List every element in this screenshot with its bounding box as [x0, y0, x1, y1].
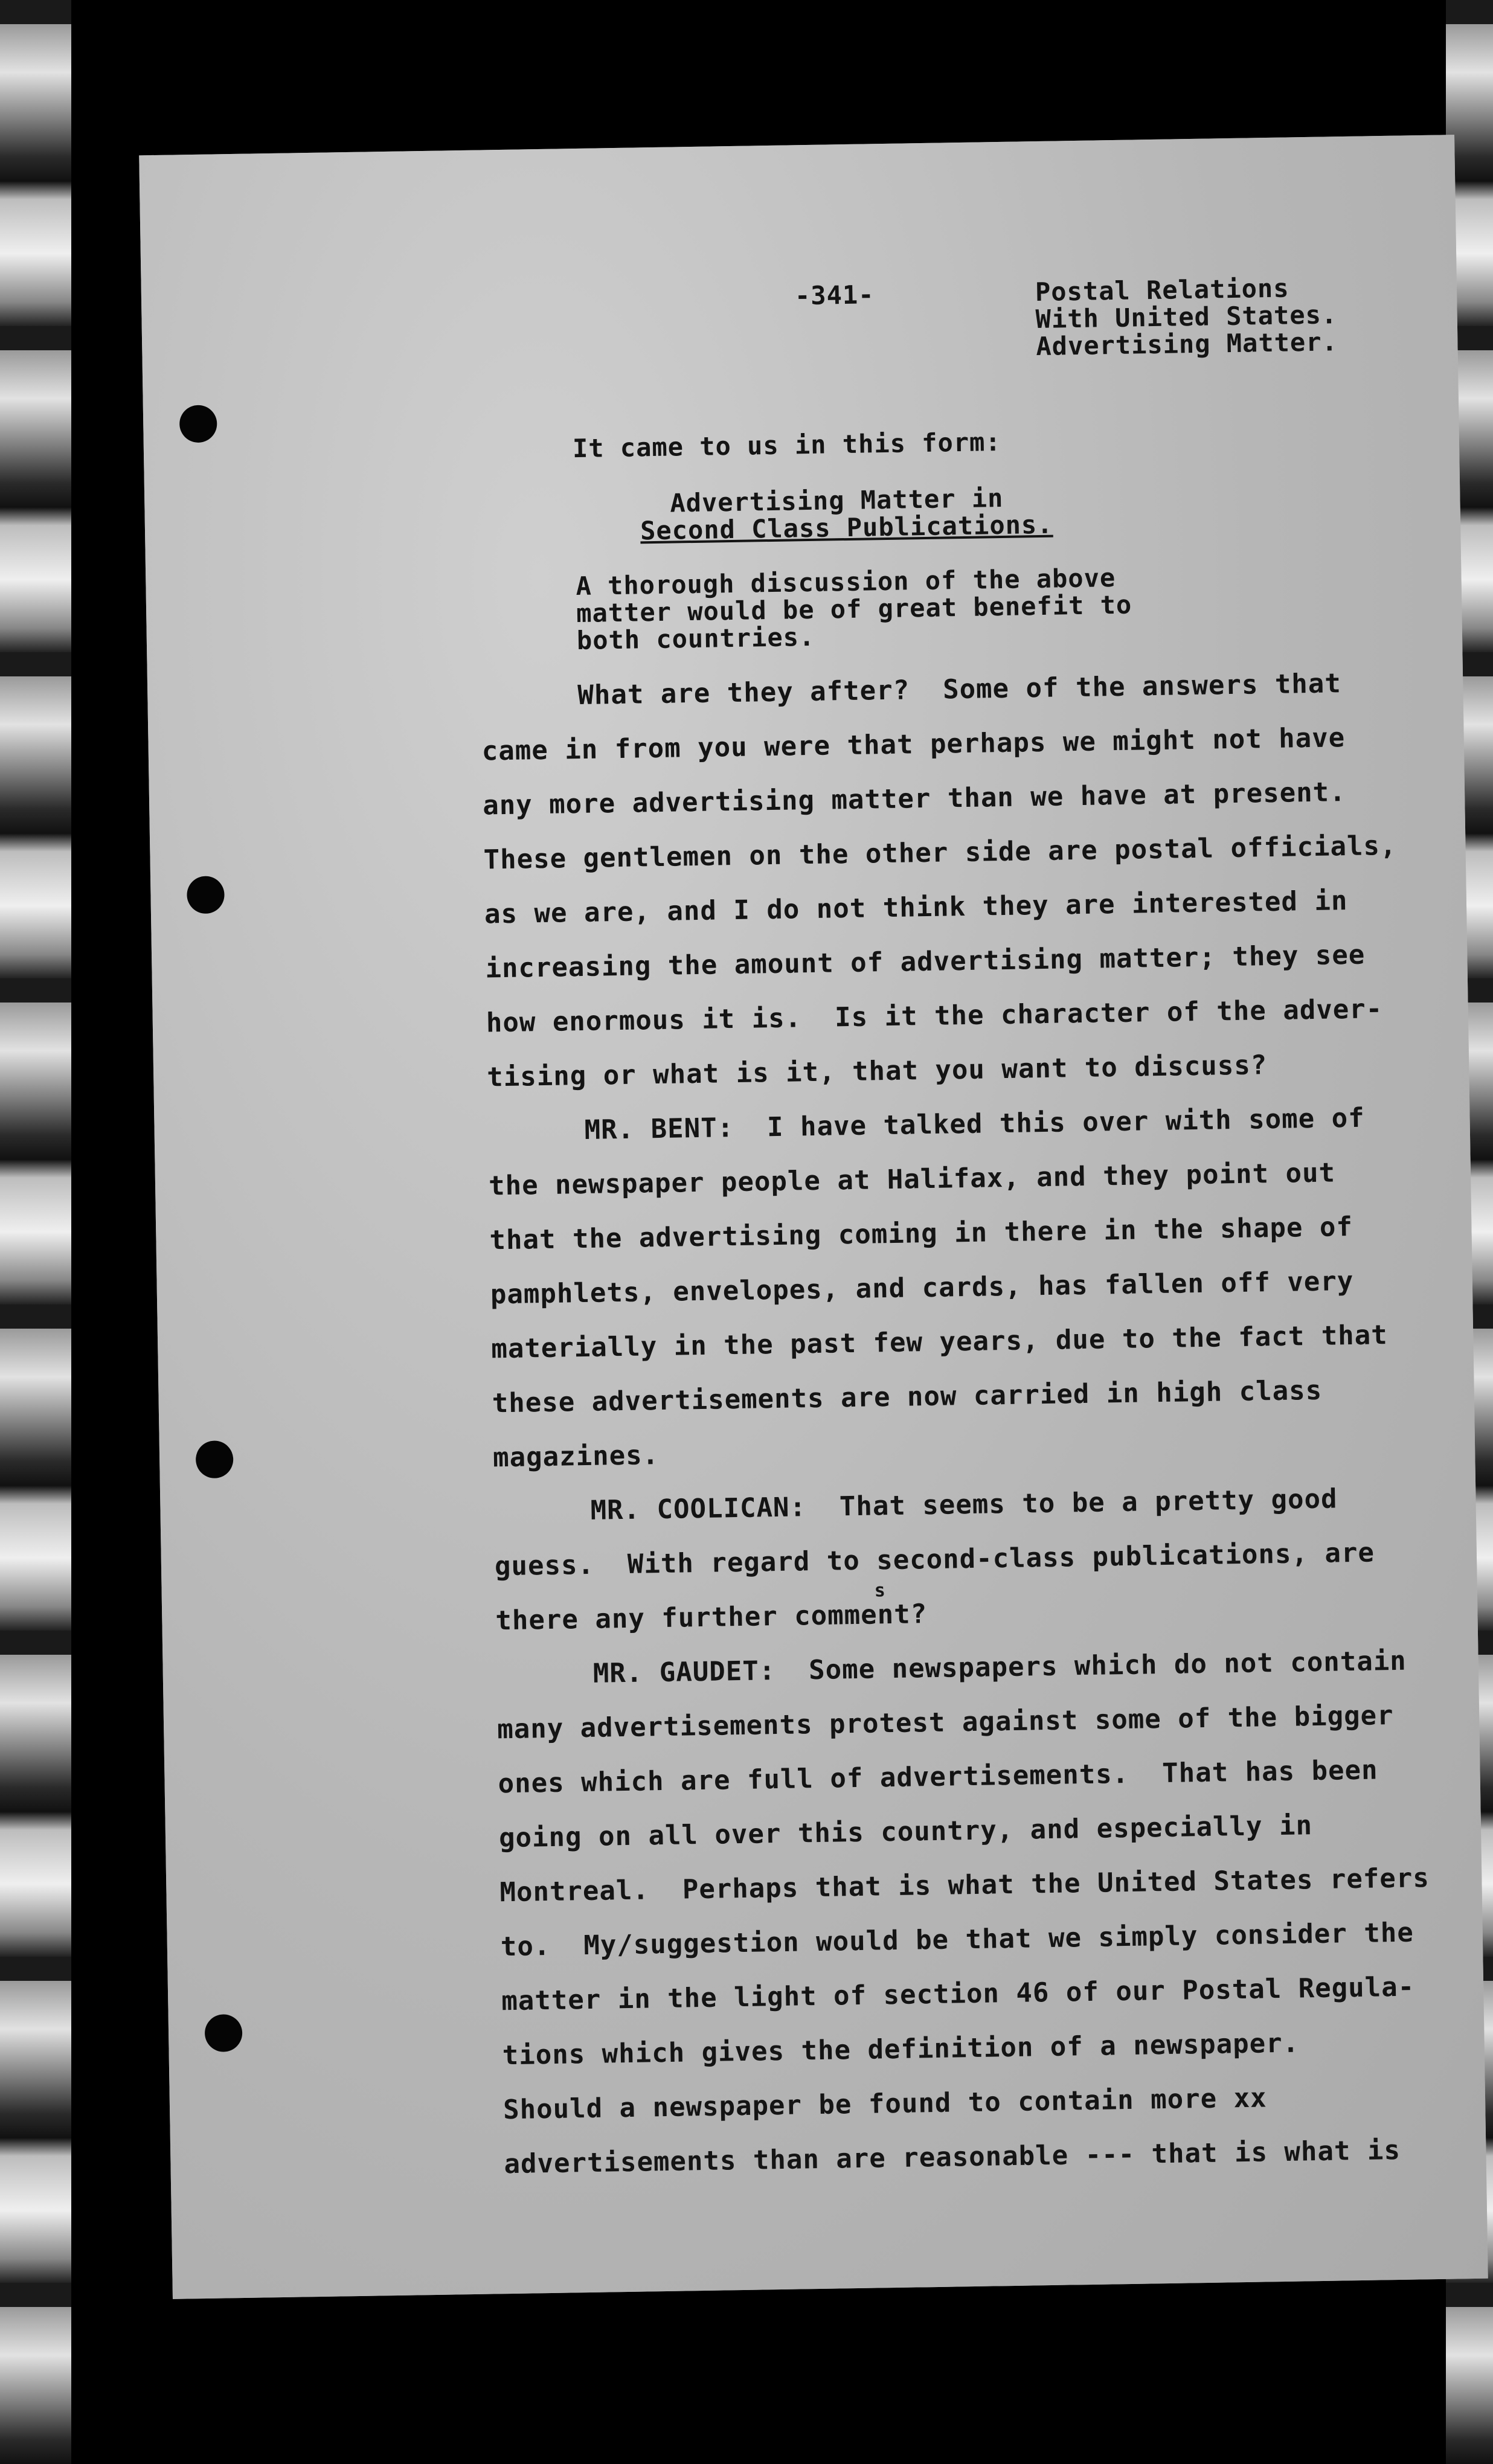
body-line-26: tions which gives the definition of a newspaper.	[502, 2027, 1300, 2071]
body-line-21: ones which are full of advertisements. That has been	[498, 1754, 1378, 1800]
body-line-10: the newspaper people at Halifax, and they point out	[488, 1157, 1336, 1202]
intro-line: It came to us in this form:	[572, 426, 1001, 464]
body-line-14: these advertisements are now carried in high class	[492, 1375, 1323, 1419]
body-line-8: tising or what is it, that you want to discuss?	[486, 1050, 1268, 1093]
subject-line-1: Postal Relations	[1035, 273, 1289, 307]
body-line-5: as we are, and I do not think they are interested in	[484, 885, 1348, 930]
body-line-24: to. My/suggestion would be that we simply consider the	[500, 1917, 1414, 1963]
body-line-19: MR. GAUDET: Some newspapers which do not contain	[592, 1645, 1407, 1689]
interlinear-insert: s	[874, 1580, 887, 1602]
body-line-13: materially in the past few years, due to the fact that	[490, 1320, 1389, 1365]
body-line-17: guess. With regard to second-class publications, are	[494, 1537, 1375, 1582]
body-line-22: going on all over this country, and especially in	[498, 1810, 1313, 1854]
body-line-7: how enormous it is. Is it the character of the adver-	[486, 993, 1383, 1039]
punch-hole	[187, 876, 225, 914]
body-line-6: increasing the amount of advertising matter; they see	[485, 939, 1366, 984]
microfilm-frame	[71, 0, 1446, 2464]
film-strip-left	[0, 0, 71, 2464]
quoted-heading-line-1: Advertising Matter in	[670, 483, 1004, 518]
body-line-20: many advertisements protest against some of the bigger	[496, 1700, 1394, 1745]
body-line-12: pamphlets, envelopes, and cards, has fallen off very	[490, 1265, 1354, 1311]
quoted-text-line-2: matter would be of great benefit to	[576, 589, 1132, 629]
body-line-27: Should a newspaper be found to contain more xx	[502, 2082, 1267, 2126]
punch-hole	[196, 1440, 234, 1478]
page-number: -341-	[794, 280, 875, 311]
body-line-1: What are they after? Some of the answers that	[577, 668, 1342, 711]
body-line-28: advertisements than are reasonable --- that is what is	[504, 2134, 1401, 2180]
body-line-16: MR. COOLICAN: That seems to be a pretty good	[590, 1483, 1338, 1526]
quoted-heading-line-2: Second Class Publications.	[640, 509, 1053, 546]
body-line-11: that the advertising coming in there in the shape of	[489, 1211, 1353, 1256]
body-line-15: magazines.	[492, 1440, 660, 1474]
body-line-9: MR. BENT: I have talked this over with some of	[584, 1102, 1365, 1146]
punch-hole	[179, 405, 217, 443]
subject-line-3: Advertising Matter.	[1036, 327, 1338, 362]
body-line-3: any more advertising matter than we have at present.	[482, 777, 1346, 821]
quoted-text-line-1: A thorough discussion of the above	[576, 563, 1116, 602]
punch-hole	[205, 2014, 243, 2052]
body-line-2: came in from you were that perhaps we might not have	[481, 722, 1346, 767]
quoted-text-line-3: both countries.	[576, 621, 815, 656]
body-line-4: These gentlemen on the other side are postal officials,	[483, 830, 1397, 876]
subject-line-2: With United States.	[1035, 300, 1338, 335]
body-line-18: there any further comment?	[495, 1599, 928, 1637]
body-line-23: Montreal. Perhaps that is what the United States refers	[499, 1862, 1430, 1908]
document-page	[139, 135, 1488, 2299]
body-line-25: matter in the light of section 46 of our Postal Regula-	[501, 1971, 1415, 2017]
